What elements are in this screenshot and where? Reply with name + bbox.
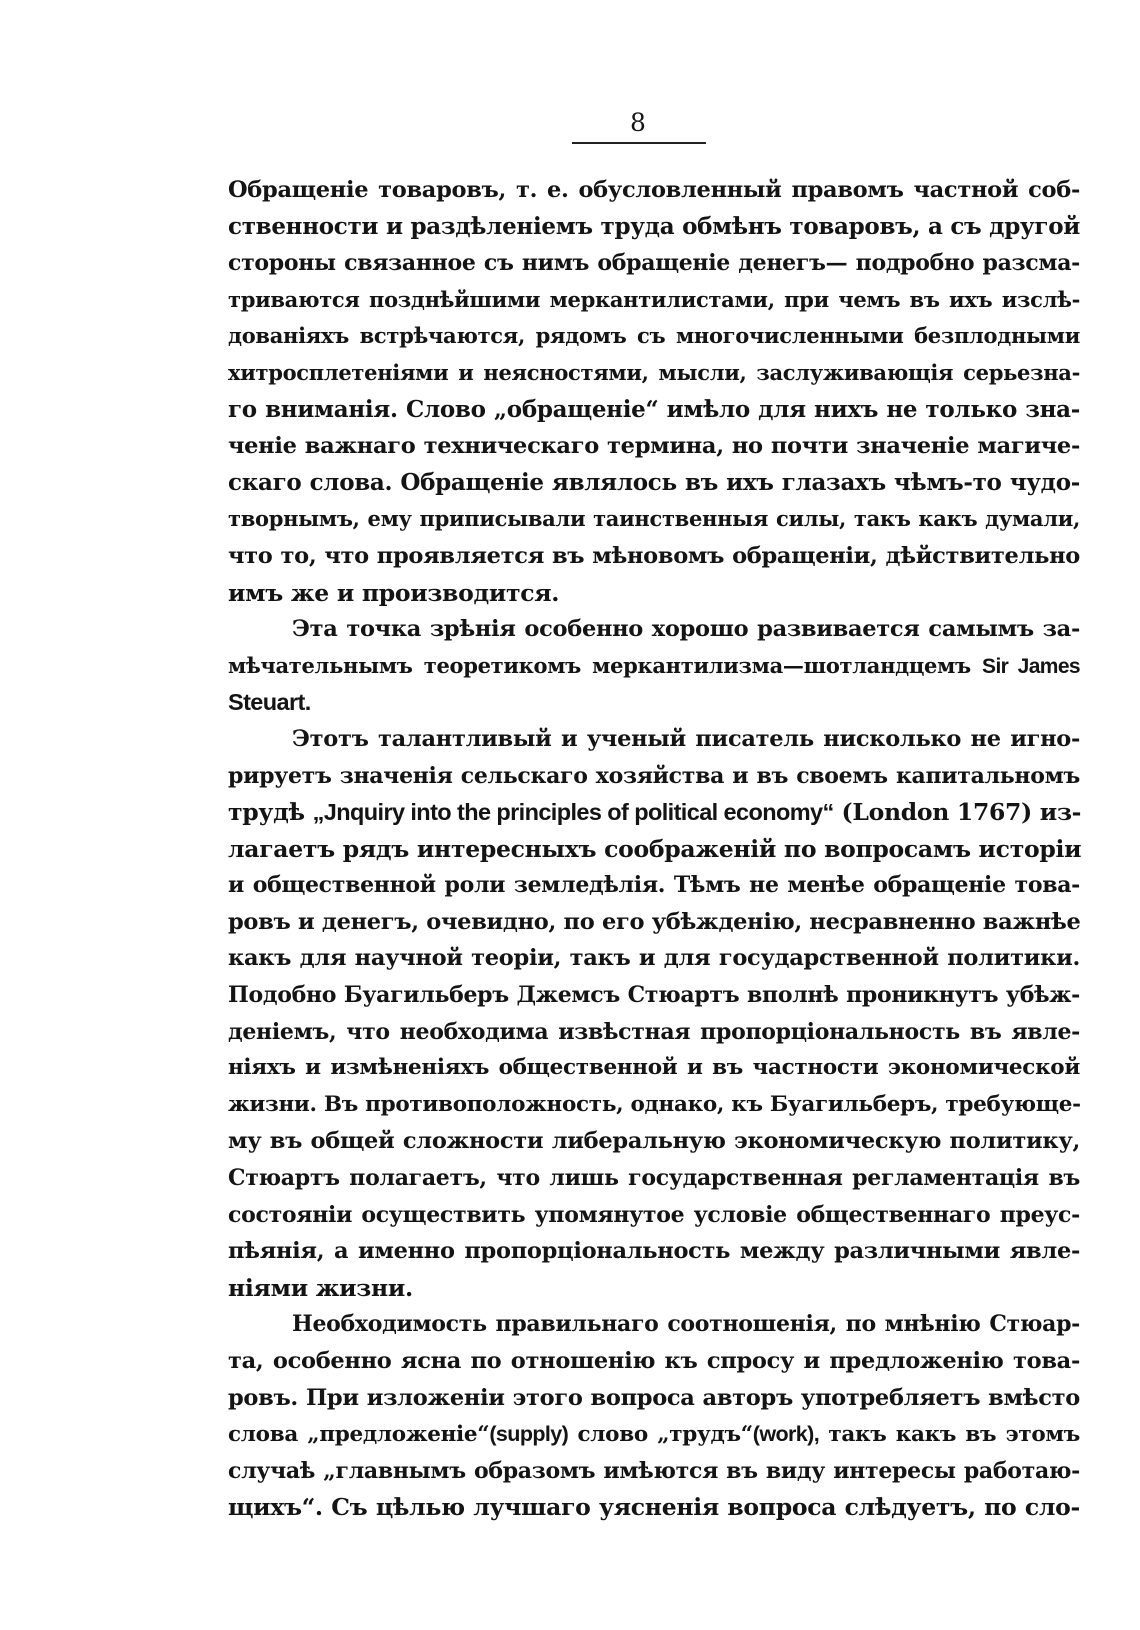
text-line: щихъ“. Съ цѣлью лучшаго уясненія вопроса слѣдуетъ, по сло-: [228, 1493, 1080, 1522]
text-line: Подобно Буагильберъ Джемсъ Стюартъ вполнѣ проникнутъ убѣж-: [228, 982, 1080, 1009]
text-line: [228, 684, 1080, 721]
text-line: скаго слова. Обращеніе являлось въ ихъ глазахъ чѣмъ-то чудо-: [228, 468, 1080, 496]
paragraph-3: [228, 721, 1080, 1307]
text-line: какъ для научной теоріи, такъ и для государственной политики.: [228, 945, 1080, 972]
body-text: [228, 172, 1080, 1526]
text-line: ніяхъ и измѣненіяхъ общественной и въ частности экономической: [228, 1055, 1080, 1081]
book-place: (London 1767) из-: [841, 798, 1082, 827]
supply-word: (supply): [489, 1422, 569, 1447]
text-line: творнымъ, ему приписывали таинственныя силы, такъ какъ думали,: [228, 506, 1080, 532]
text-line: ровъ и денегъ, очевидно, по его убѣжденію, несравненно важнѣе: [228, 908, 1081, 935]
text-line: та, особенно ясна по отношенію къ спросу и предложенію това-: [228, 1348, 1080, 1374]
text-line: му въ общей сложности либеральную экономическую политику,: [228, 1128, 1080, 1155]
text-segment: такъ какъ въ этомъ: [828, 1422, 1080, 1448]
text-line: Стюартъ полагаетъ, что лишь государственная регламентація въ: [228, 1165, 1080, 1192]
text-line: го вниманія. Слово „обращеніе“ имѣло для нихъ не только зна-: [228, 395, 1080, 423]
text-segment: слово „трудъ“: [577, 1422, 753, 1448]
text-line: пѣянія, а именно пропорціональность между различными явле-: [228, 1238, 1080, 1265]
text-line: жизни. Въ противоположность, однако, къ Буагильберъ, требующе-: [228, 1091, 1081, 1117]
text-line: [228, 648, 1080, 685]
text-line: Обращеніе товаровъ, т. е. обусловленный правомъ частной соб-: [228, 177, 1080, 203]
text-segment: слова „предложеніе“: [228, 1422, 490, 1448]
text-line: ровъ. При изложеніи этого вопроса авторъ употребляетъ вмѣсто: [228, 1384, 1080, 1411]
text-line: Этотъ талантливый и ученый писатель нисколько не игно-: [292, 725, 1080, 752]
text-segment: мѣчательнымъ теоретикомъ меркантилизма—шотландцемъ: [228, 652, 971, 678]
text-line: что то, что проявляется въ мѣновомъ обращеніи, дѣйствительно: [228, 542, 1080, 569]
book-title: „Jnquiry into the principles of political economy“: [312, 799, 834, 826]
text-line: ственности и раздѣленіемъ труда обмѣнъ товаровъ, а съ другой: [228, 212, 1080, 240]
text-line: [228, 794, 1080, 831]
text-line: имъ же и производится.: [228, 578, 560, 607]
paragraph-4: [228, 1306, 1080, 1526]
text-line: Необходимость правильнаго соотношенія, по мнѣнію Стюар-: [292, 1311, 1080, 1338]
text-line: [228, 1416, 1080, 1453]
text-line: состояніи осуществить упомянутое условіе общественнаго преус-: [228, 1201, 1080, 1228]
paragraph-2: [228, 611, 1080, 721]
text-line: триваются позднѣйшими меркантилистами, при чемъ въ ихъ изслѣ-: [228, 286, 1080, 312]
text-line: дованіяхъ встрѣчаются, рядомъ съ многочисленными безплодными: [228, 323, 1080, 349]
page-number: 8: [630, 108, 646, 137]
text-line: ніями жизни.: [228, 1273, 413, 1302]
text-line: стороны связанное съ нимъ обращеніе денегъ— подробно разсма-: [228, 250, 1080, 277]
header-rule: [572, 142, 706, 144]
text-line: ченіе важнаго техническаго термина, но почти значеніе магиче-: [228, 433, 1080, 460]
text-segment: трудѣ: [228, 798, 305, 827]
text-line: рируетъ значенія сельскаго хозяйства и въ своемъ капитальномъ: [228, 762, 1080, 789]
text-line: Эта точка зрѣнія особенно хорошо развивается самымъ за-: [292, 616, 1080, 643]
text-line: случаѣ „главнымъ образомъ имѣются въ виду интересы работаю-: [228, 1457, 1080, 1484]
text-line: и общественной роли земледѣлія. Тѣмъ не менѣе обращеніе това-: [228, 872, 1080, 899]
latin-name: Sir James: [982, 654, 1081, 678]
text-line: деніемъ, что необходима извѣстная пропорціональность въ явле-: [228, 1018, 1080, 1045]
work-word: (work),: [752, 1422, 820, 1447]
latin-name-continued: Steuart.: [228, 689, 311, 716]
text-line: хитросплетеніями и неясностями, мысли, заслуживающія серьезна-: [228, 359, 1080, 385]
paragraph-1: [228, 172, 1080, 611]
text-line: лагаетъ рядъ интересныхъ соображеній по вопросамъ исторіи: [228, 834, 1082, 863]
